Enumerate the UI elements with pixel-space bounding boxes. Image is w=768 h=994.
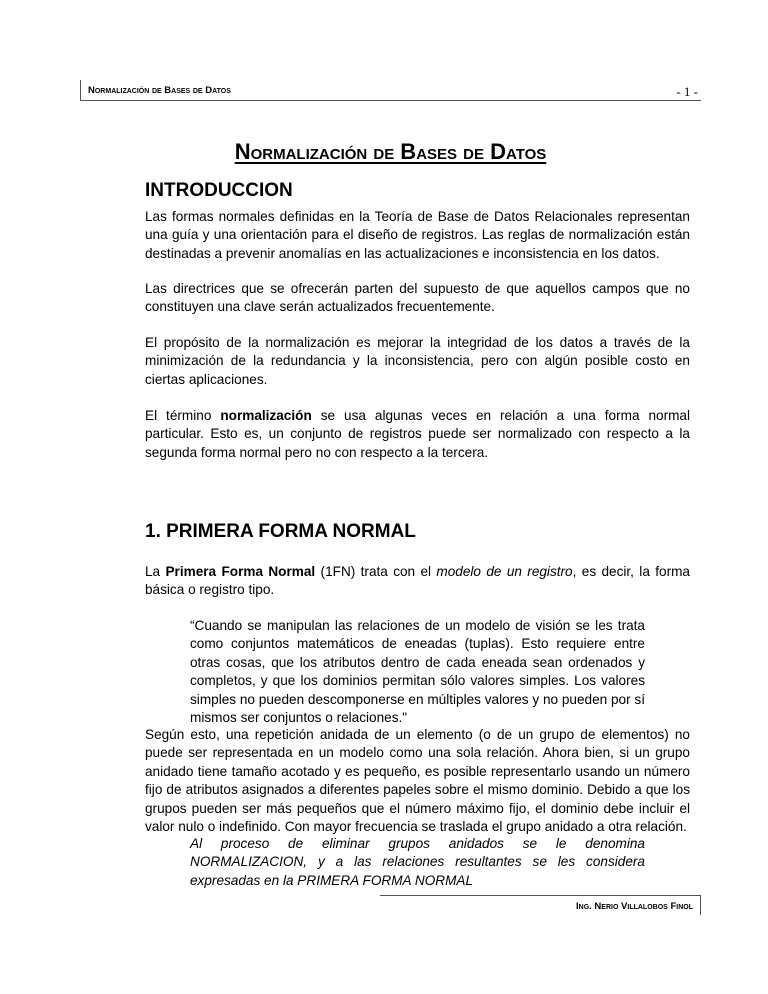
footer-rule bbox=[380, 895, 701, 896]
header-rule bbox=[80, 100, 701, 101]
intro-heading: INTRODUCCION bbox=[145, 180, 293, 201]
header-title: Normalización de Bases de Datos bbox=[88, 85, 231, 96]
quote-block: “Cuando se manipulan las relaciones de un modelo de visión se les trata como conjuntos matemáticos de eneadas (tuplas). Esto requiere entre otras cosas, que los atributos dentro de cada eneada sean ordenados y completos, y que los dominios permitan sólo valores simples. Los valores simples no pueden descomponerse en múltiples valores y no pueden por sí mismos ser conjuntos o relaciones." bbox=[190, 618, 645, 726]
intro-paragraph-4 bbox=[145, 407, 690, 462]
text: El término bbox=[145, 408, 221, 423]
section-1-paragraph-1 bbox=[145, 563, 690, 600]
intro-paragraph-1: Las formas normales definidas en la Teoría de Base de Datos Relacionales representan una guía y una orientación para el diseño de registros. Las reglas de normalización están destinadas a prevenir anomalías en las actualizaciones e inconsistencia en los datos. bbox=[145, 209, 690, 261]
text: , es decir, la forma básica o registro tipo. bbox=[145, 564, 690, 598]
bold-term: normalización bbox=[220, 408, 312, 423]
intro-paragraph-3: El propósito de la normalización es mejorar la integridad de los datos a través de la minimización de la redundancia y la inconsistencia, pero con algún posible costo en ciertas aplicaciones. bbox=[145, 335, 690, 387]
text: La bbox=[145, 564, 166, 579]
header-left-rule bbox=[80, 80, 81, 100]
page-number: - 1 - bbox=[676, 84, 698, 99]
italic-quote-block: Al proceso de eliminar grupos anidados se le denomina NORMALIZACION, y a las relaciones resultantes se les considera expresadas en la PRIMERA FORMA NORMAL bbox=[190, 836, 645, 888]
bold-term: Primera Forma Normal bbox=[165, 564, 316, 579]
section-1-paragraph-2: Según esto, una repetición anidada de un elemento (o de un grupo de elementos) no puede ser representada en un modelo como una sola relación. Ahora bien, si un grupo anidado tiene tamaño acotado y es pequeño, es posible representarlo usando un número fijo de atributos asignados a diferentes papeles sobre el mismo dominio. Debido a que los grupos pueden ser más pequeños que el número máximo fijo, el dominio debe incluir el valor nulo o indefinido. Con mayor frecuencia se traslada el grupo anidado a otra relación. bbox=[145, 727, 690, 835]
footer-author: Ing. Nerio Villalobos Finol bbox=[576, 901, 693, 912]
document-title: Normalización de Bases de Datos bbox=[234, 139, 547, 164]
italic-term: modelo de un registro bbox=[436, 564, 573, 579]
text: (1FN) trata con el bbox=[315, 564, 437, 579]
footer-right-rule bbox=[700, 895, 701, 915]
section-1-heading: 1. PRIMERA FORMA NORMAL bbox=[145, 521, 416, 542]
intro-paragraph-2: Las directrices que se ofrecerán parten del supuesto de que aquellos campos que no constituyen una clave serán actualizados frecuentemente. bbox=[145, 281, 690, 315]
text: se usa algunas veces en relación a una forma normal particular. Esto es, un conjunto de registros puede ser normalizado con respecto a la segunda forma normal pero no con respecto a la tercera. bbox=[145, 408, 691, 460]
